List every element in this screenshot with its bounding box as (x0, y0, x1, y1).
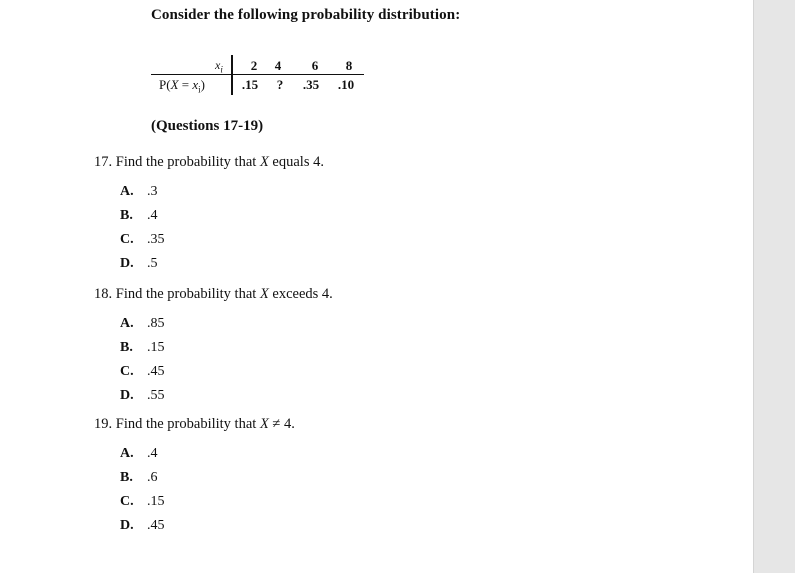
xi-subscript: i (220, 64, 223, 75)
option-letter: B. (120, 208, 133, 223)
question-text: Find the probability that (115, 416, 260, 432)
question-text: Find the probability that (115, 154, 260, 170)
question-19 (94, 416, 295, 433)
question-text-end: ≠ 4. (268, 416, 295, 432)
question-variable: X (259, 416, 269, 432)
question-variable: X (259, 286, 269, 302)
option-18b[interactable] (120, 340, 165, 356)
option-letter: D. (120, 256, 134, 271)
question-number: 18. (94, 286, 113, 302)
distribution-table (151, 55, 364, 95)
option-letter: C. (120, 232, 134, 247)
p-value: .35 (302, 77, 320, 92)
p-value: .10 (337, 77, 355, 92)
option-value: .45 (147, 364, 165, 379)
option-value: .35 (147, 232, 165, 247)
option-letter: D. (120, 388, 134, 403)
option-value: .15 (147, 494, 165, 509)
option-18a[interactable] (120, 316, 165, 332)
option-17c[interactable] (120, 232, 165, 248)
question-text-end: exceeds 4. (268, 286, 333, 302)
probability-row-label (159, 77, 205, 95)
option-letter: C. (120, 494, 134, 509)
option-17d[interactable] (120, 256, 158, 272)
option-18d[interactable] (120, 388, 165, 404)
x-value: 8 (345, 58, 353, 73)
option-value: .3 (147, 184, 158, 199)
option-letter: A. (120, 316, 134, 331)
option-value: .45 (147, 518, 165, 533)
option-17a[interactable] (120, 184, 158, 200)
x-value: 4 (274, 58, 282, 73)
p-equals: = (178, 77, 193, 92)
option-18c[interactable] (120, 364, 165, 380)
option-letter: C. (120, 364, 134, 379)
question-number: 17. (94, 154, 113, 170)
option-letter: D. (120, 518, 134, 533)
x-value: 6 (311, 58, 319, 73)
p-xi-subscript: i (198, 84, 201, 95)
option-value: .15 (147, 340, 165, 355)
option-19c[interactable] (120, 494, 165, 510)
option-17b[interactable] (120, 208, 158, 224)
section-label: (Questions 17-19) (151, 118, 264, 134)
option-19b[interactable] (120, 470, 158, 486)
table-vertical-rule (231, 55, 233, 95)
question-number: 19. (94, 416, 113, 432)
xi-symbol: x (215, 58, 221, 72)
option-value: .6 (147, 470, 158, 485)
question-17 (94, 154, 324, 171)
p-value: .15 (241, 77, 259, 92)
option-letter: B. (120, 470, 133, 485)
option-value: .85 (147, 316, 165, 331)
heading: Consider the following probability distribution: (151, 7, 461, 23)
question-18 (94, 286, 333, 303)
option-value: .55 (147, 388, 165, 403)
p-suffix: ) (200, 77, 205, 92)
x-value: 2 (250, 58, 258, 73)
table-horizontal-rule (151, 74, 364, 75)
option-letter: A. (120, 446, 134, 461)
option-letter: A. (120, 184, 134, 199)
option-value: .5 (147, 256, 158, 271)
option-value: .4 (147, 446, 158, 461)
option-letter: B. (120, 340, 133, 355)
p-var: X (170, 77, 179, 92)
option-19a[interactable] (120, 446, 158, 462)
option-value: .4 (147, 208, 158, 223)
p-prefix: P( (159, 77, 171, 92)
option-19d[interactable] (120, 518, 165, 534)
xi-row-label (215, 58, 223, 74)
question-text: Find the probability that (115, 286, 260, 302)
p-value: ? (276, 77, 284, 92)
p-xi: x (192, 77, 199, 92)
question-text-end: equals 4. (268, 154, 324, 170)
question-variable: X (259, 154, 269, 170)
